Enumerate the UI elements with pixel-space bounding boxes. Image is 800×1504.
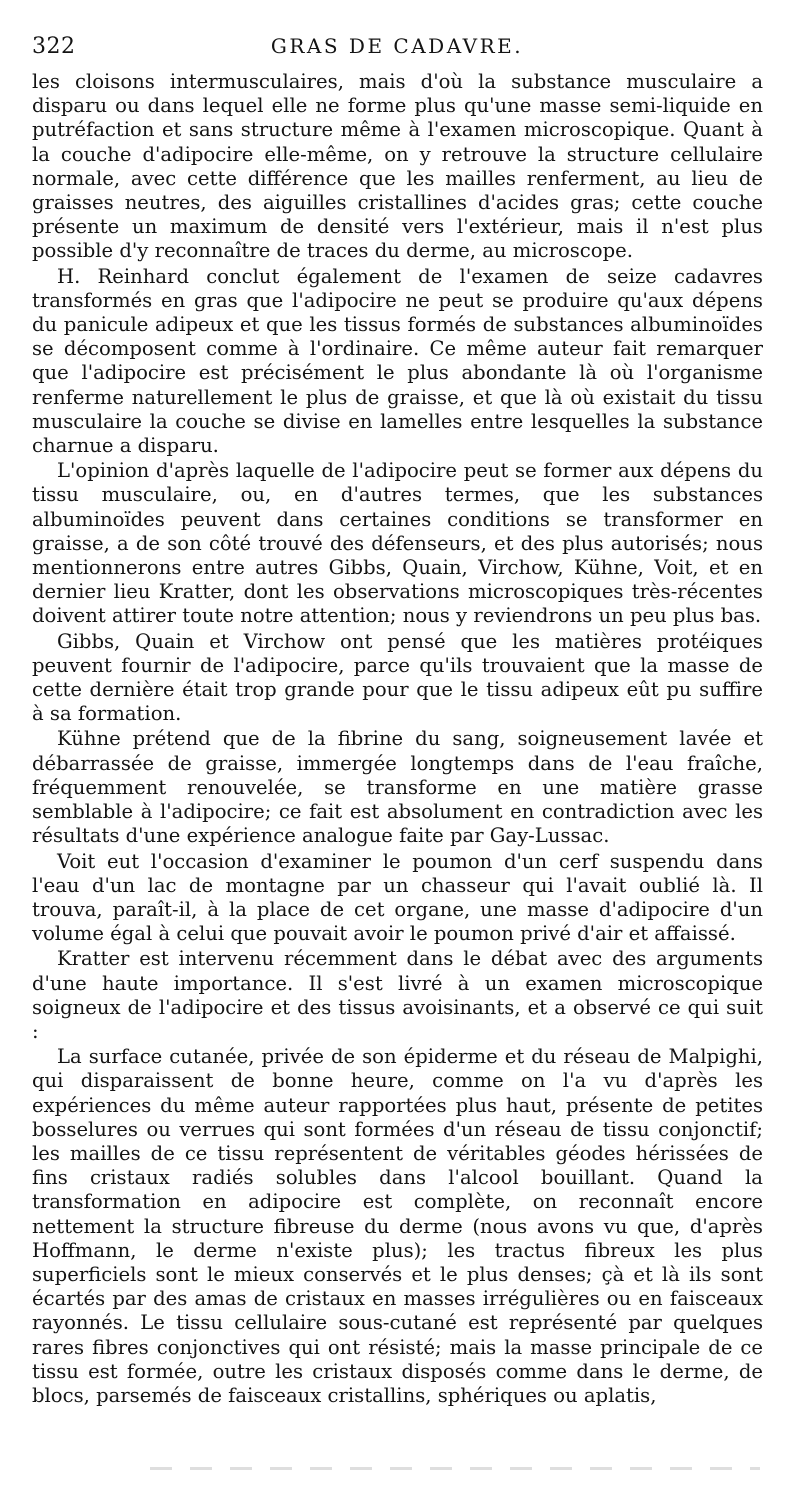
running-head: GRAS DE CADAVRE.: [270, 34, 524, 58]
paragraph-surface-cutanee: La surface cutanée, privée de son épiderme et du réseau de Malpighi, qui disparaissent de bonne heure, comme on l'a vu d'après les expériences du même auteur rapportées plus haut, présente de petites bosselures ou verrues qui sont formées d'un réseau de tissu conjonctif; les mailles de ce tissu représentent de véritables géodes hérissées de fins cristaux radiés solubles dans l'alcool bouillant. Quand la transformation en adipocire est complète, on reconnaît encore nettement la structure fibreuse du derme (nous avons vu que, d'après Hoffmann, le derme n'existe plus); les tractus fibreux les plus superficiels sont le mieux conservés et le plus denses; çà et là ils sont écartés par des amas de cristaux en masses irrégulières ou en faisceaux rayonnés. Le tissu cellulaire sous-cutané est représenté par quelques rares fibres conjonctives qui ont résisté; mais la masse principale de ce tissu est formée, outre les cristaux disposés comme dans le derme, de blocs, parsemés de faisceaux cristallins, sphériques ou aplatis,: [32, 1045, 763, 1407]
page-number: 322: [32, 34, 76, 59]
paragraph-reinhard: H. Reinhard conclut également de l'examen de seize cadavres transformés en gras que l'adipocire ne peut se produire qu'aux dépens du panicule adipeux et que les tissus formés de substances albuminoïdes se décomposent comme à l'ordinaire. Ce même auteur fait remarquer que l'adipocire est précisément le plus abondante là où l'organisme renferme naturellement le plus de graisse, et que là où existait du tissu musculaire la couche se divise en lamelles entre lesquelles la substance charnue a disparu.: [32, 264, 763, 458]
paragraph-gibbs-quain-virchow: Gibbs, Quain et Virchow ont pensé que les matières protéiques peuvent fournir de l'adipocire, parce qu'ils trouvaient que la masse de cette dernière était trop grande pour que le tissu adipeux eût pu suffire à sa formation.: [32, 629, 763, 726]
paragraph-kuhne: Kühne prétend que de la fibrine du sang, soigneusement lavée et débarrassée de graisse, immergée longtemps dans de l'eau fraîche, fréquemment renouvelée, se transforme en une matière grasse semblable à l'adipocire; ce fait est absolument en contradiction avec les résultats d'une expérience analogue faite par Gay-Lussac.: [32, 727, 763, 848]
paragraph-opinion: L'opinion d'après laquelle de l'adipocire peut se former aux dépens du tissu musculaire, ou, en d'autres termes, que les substances albuminoïdes peuvent dans certaines conditions se transformer en graisse, a de son côté trouvé des défenseurs, et des plus autorisés; nous mentionnerons entre autres Gibbs, Quain, Virchow, Kühne, Voit, et en dernier lieu Kratter, dont les observations microscopiques très-récentes doivent attirer toute notre attention; nous y reviendrons un peu plus bas.: [32, 459, 763, 628]
paragraph-kratter: Kratter est intervenu récemment dans le débat avec des arguments d'une haute importance. Il s'est livré à un examen microscopique soigneux de l'adipocire et des tissus avoisinants, et a observé ce qui suit :: [32, 947, 763, 1043]
paragraph-voit: Voit eut l'occasion d'examiner le poumon d'un cerf suspendu dans l'eau d'un lac de montagne par un chasseur qui l'avait oublié là. Il trouva, paraît-il, à la place de cet organe, une masse d'adipocire d'un volume égal à celui que pouvait avoir le poumon privé d'air et affaissé.: [32, 849, 763, 946]
page-header: [32, 34, 762, 64]
footer-divider: [150, 1467, 760, 1470]
body-text: [32, 70, 763, 1408]
paragraph-continuation: les cloisons intermusculaires, mais d'où la substance musculaire a disparu ou dans lequel elle ne forme plus qu'une masse semi-liquide en putréfaction et sans structure même à l'examen microscopique. Quant à la couche d'adipocire elle-même, on y retrouve la structure cellulaire normale, avec cette différence que les mailles renferment, au lieu de graisses neutres, des aiguilles cristallines d'acides gras; cette couche présente un maximum de densité vers l'extérieur, mais il n'est plus possible d'y reconnaître de traces du derme, au microscope.: [32, 70, 763, 263]
